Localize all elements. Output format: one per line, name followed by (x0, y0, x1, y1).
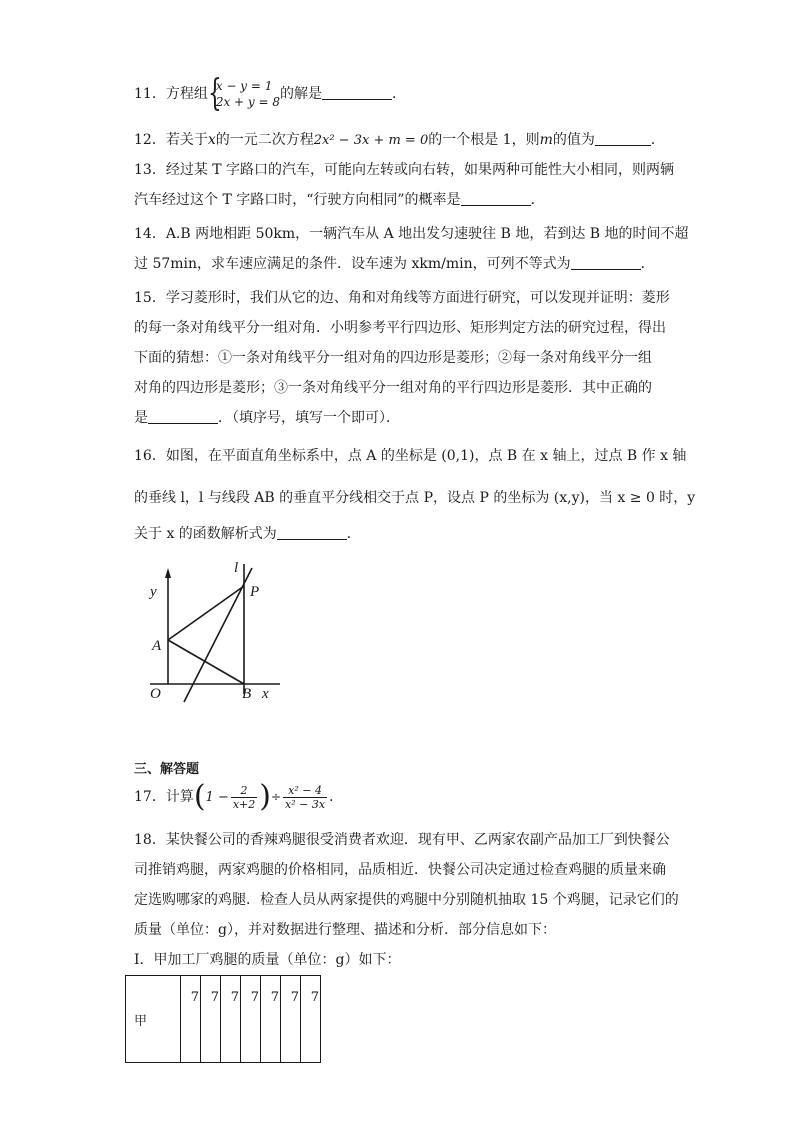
question-15-line-1: 15．学习菱形时，我们从它的边、角和对角线等方面进行研究，可以发现并证明：菱形 (134, 290, 670, 306)
right-paren: ) (259, 779, 271, 814)
coordinate-figure (140, 556, 290, 706)
question-14-line-2: 过 57min，求车速应满足的条件．设车速为 xkm/min，可列不等式为 ． (134, 256, 655, 272)
table-cell: 7 (301, 976, 321, 1063)
table-header-cell: 甲 (126, 976, 181, 1063)
table-cell: 7 (221, 976, 241, 1063)
question-18-line-5: Ⅰ．甲加工厂鸡腿的质量（单位：g）如下： (134, 952, 401, 968)
question-14-line-1: 14．A.B 两地相距 50km，一辆汽车从 A 地出发匀速驶往 B 地，若到达 B 地的时间不超 (134, 226, 689, 242)
label-O: O (150, 686, 161, 702)
left-paren: ( (193, 779, 206, 814)
table-row (126, 976, 321, 1063)
question-15-line-5: 是 ．（填序号，填写一个即可）． (134, 410, 400, 426)
section-heading: 三、解答题 (134, 762, 200, 777)
question-12: 12．若关于x的一元二次方程2x² − 3x + m = 0的一个根是 1，则m的值为 ． (134, 132, 665, 148)
question-18-line-4: 质量（单位：g），并对数据进行整理、描述和分析．部分信息如下： (134, 922, 556, 938)
fraction-2: $\frac{\text{x² − 4}}{\text{x² − 3x}}$ (285, 783, 326, 811)
segment-AB (168, 640, 244, 684)
answer-blank-14[interactable] (571, 255, 641, 270)
label-B: B (242, 686, 252, 702)
y-axis-arrow (165, 568, 171, 578)
fraction-1: $\frac{2}{x+2}$ (232, 783, 256, 811)
data-table (125, 975, 321, 1063)
question-11: 11．方程组 { x − y = 1 2x + y = 8 的解是 ． (134, 73, 407, 114)
question-16-line-1: 16．如图，在平面直角坐标系中，点 A 的坐标是 (0,1)，点 B 在 x 轴上，过点 B 作 x 轴 (134, 448, 687, 464)
answer-blank-15[interactable] (148, 409, 218, 424)
question-15-line-4: 对角的四边形是菱形；③一条对角线平分一组对角的平行四边形是菱形．其中正确的 (134, 380, 652, 396)
equation-system: { x − y = 1 2x + y = 8 (207, 73, 281, 114)
question-15-line-2: 的每一条对角线平分一组对角．小明参考平行四边形、矩形判定方法的研究过程，得出 (134, 320, 666, 336)
question-18-line-2: 司推销鸡腿，两家鸡腿的价格相同，品质相近．快餐公司决定通过检查鸡腿的质量来确 (134, 862, 666, 878)
table-cell: 7 (201, 976, 221, 1063)
answer-blank-13[interactable] (461, 191, 531, 206)
question-16-line-2: 的垂线 l，l 与线段 AB 的垂直平分线相交于点 P，设点 P 的坐标为 (x,y)，当 x ≥ 0 时，y (134, 490, 696, 506)
question-17: 17．计算(1 − $\frac{2}{x+2}$ )÷ $\frac{\text{x² − 4}}{\text{x² − 3x}}$ ． (134, 779, 344, 814)
table-cell: 7 (181, 976, 201, 1063)
question-18-line-1: 18．某快餐公司的香辣鸡腿很受消费者欢迎．现有甲、乙两家农副产品加工厂到快餐公 (134, 832, 670, 848)
label-x: x (262, 686, 269, 702)
question-16-line-3: 关于 x 的函数解析式为 ． (134, 526, 361, 542)
label-A: A (152, 638, 162, 654)
question-18-line-3: 定选购哪家的鸡腿．检查人员从两家提供的鸡腿中分别随机抽取 15 个鸡腿，记录它们的 (134, 892, 679, 908)
answer-blank-11[interactable] (322, 85, 392, 100)
answer-blank-12[interactable] (595, 131, 651, 146)
segment-AP (168, 586, 244, 640)
table-cell: 7 (261, 976, 281, 1063)
question-13-line-2: 汽车经过这个 T 字路口时，“行驶方向相同”的概率是 ． (134, 192, 545, 208)
question-15-line-3: 下面的猜想：①一条对角线平分一组对角的四边形是菱形；②每一条对角线平分一组 (134, 350, 652, 366)
table-cell: 7 (281, 976, 301, 1063)
label-l: l (234, 560, 239, 576)
answer-blank-16[interactable] (277, 525, 347, 540)
label-P: P (250, 584, 260, 600)
divide-sign: ÷ (270, 790, 282, 804)
table-cell: 7 (241, 976, 261, 1063)
label-y: y (150, 584, 157, 600)
question-13-line-1: 13．经过某 T 字路口的汽车，可能向左转或向右转，如果两种可能性大小相同，则两辆 (134, 162, 675, 178)
